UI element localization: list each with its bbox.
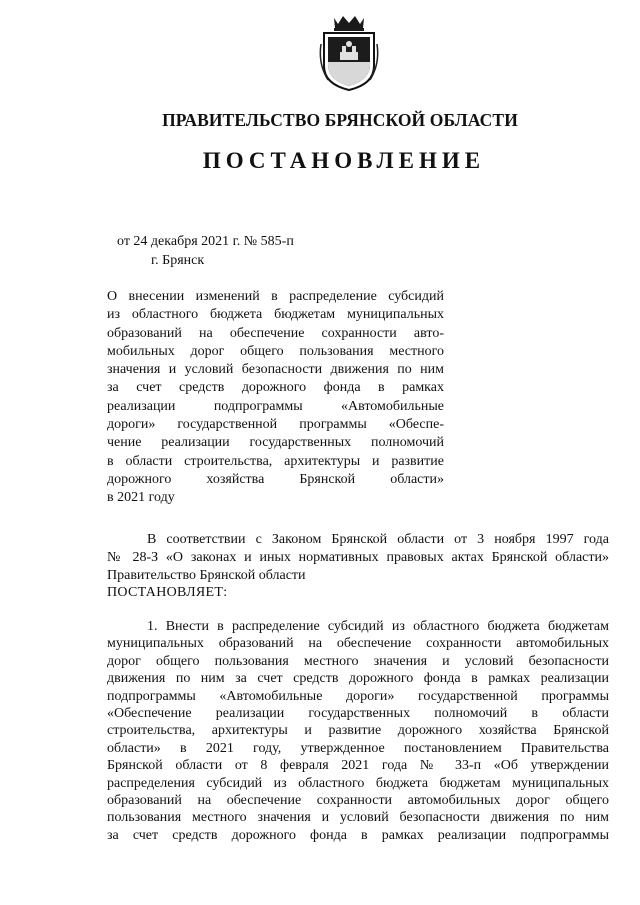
clause-line: подпрограммы «Автомобильные дороги» государственной программы xyxy=(107,688,609,704)
preamble-line: № 28-З «О законах и иных нормативных правовых актах Брянской области» xyxy=(107,549,609,565)
clause-line: за счет средств дорожного фонда в рамках реализации подпрограммы xyxy=(107,827,609,843)
document-type-title: ПОСТАНОВЛЕНИЕ xyxy=(202,148,486,173)
subject-line: за счет средств дорожного фонда в рамках xyxy=(107,380,444,396)
clause-1-paragraph xyxy=(107,618,609,844)
subject-line: дороги» государственной программы «Обеспе- xyxy=(107,417,444,433)
subject-heading xyxy=(107,288,444,508)
coat-of-arms-emblem xyxy=(318,14,380,92)
preamble-line: В соответствии с Законом Брянской области от 3 ноября 1997 года xyxy=(147,532,609,547)
clause-line: движения по ним за счет средств дорожного фонда в рамках реализации xyxy=(107,671,609,687)
subject-line: из областного бюджета бюджетам муниципальных xyxy=(107,307,444,323)
subject-line: мобильных дорог общего пользования местного xyxy=(107,343,444,359)
subject-line: в области строительства, архитектуры и развитие xyxy=(107,453,444,469)
clause-line: 1. Внести в распределение субсидий из областного бюджета бюджетам xyxy=(147,619,609,634)
date-and-number: от 24 декабря 2021 г. № 585-п xyxy=(117,234,294,249)
subject-line: О внесении изменений в распределение субсидий xyxy=(107,289,444,304)
clause-line: пользования местного значения и условий безопасности движения по ним xyxy=(107,810,609,826)
preamble-line: Правительство Брянской области xyxy=(107,567,306,583)
clause-line: муниципальных образований на обеспечение сохранности автомобильных xyxy=(107,636,609,652)
subject-line: образований на обеспечение сохранности авто- xyxy=(107,325,444,341)
clause-line: Брянской области от 8 февраля 2021 года № 33-п «Об утверждении xyxy=(107,758,609,774)
government-title: ПРАВИТЕЛЬСТВО БРЯНСКОЙ ОБЛАСТИ xyxy=(162,110,518,130)
preamble-paragraph xyxy=(107,531,609,584)
subject-line: в 2021 году xyxy=(107,490,175,506)
subject-line: чение реализации государственных полномочий xyxy=(107,435,444,451)
clause-line: области» в 2021 году, утвержденное постановлением Правительства xyxy=(107,740,609,756)
subject-line: значения и условий безопасности движения по ним xyxy=(107,362,444,378)
resolution-keyword: ПОСТАНОВЛЯЕТ: xyxy=(107,585,228,600)
city-name: г. Брянск xyxy=(151,253,205,268)
subject-line: дорожного хозяйства Брянской области» xyxy=(107,471,444,487)
subject-line: реализации подпрограммы «Автомобильные xyxy=(107,398,444,414)
clause-line: «Обеспечение реализации государственных полномочий в области xyxy=(107,705,609,721)
clause-line: строительства, архитектуры и развитие дорожного хозяйства Брянской xyxy=(107,723,609,739)
clause-line: дорог общего пользования местного значения и условий безопасности xyxy=(107,653,609,669)
clause-line: распределения субсидий из областного бюджета бюджетам муниципальных xyxy=(107,775,609,791)
clause-line: образований на обеспечение сохранности автомобильных дорог общего xyxy=(107,792,609,808)
